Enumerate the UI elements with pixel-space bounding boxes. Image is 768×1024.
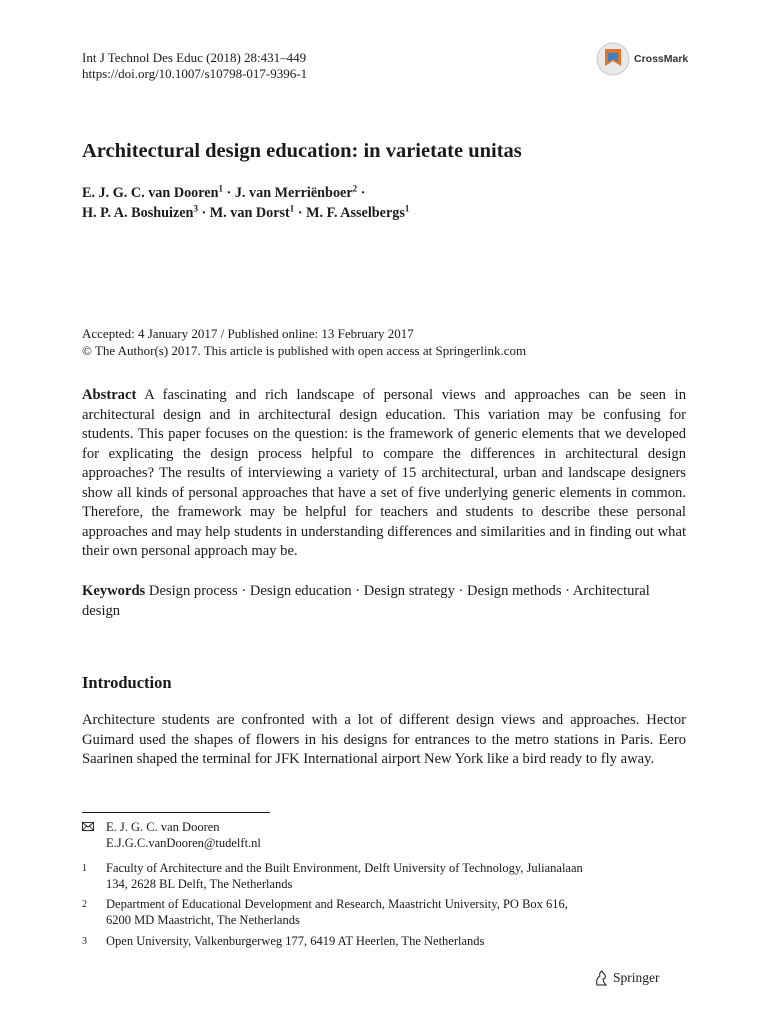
author-name: H. P. A. Boshuizen xyxy=(82,205,194,221)
author-affiliation-mark: 1 xyxy=(289,203,295,214)
affiliation-line: Department of Educational Development and Research, Maastricht University, PO Box 616, xyxy=(106,897,568,911)
contact-email[interactable]: E.J.G.C.vanDooren@tudelft.nl xyxy=(106,835,261,850)
keywords-text: Design process · Design education · Design strategy · Design methods · Architectural design xyxy=(82,583,650,619)
envelope-mark xyxy=(82,820,102,836)
affiliation-mark: 3 xyxy=(82,936,87,947)
author-name: E. J. G. C. van Dooren xyxy=(82,185,219,201)
copyright-line: © The Author(s) 2017. This article is published with open access at Springerlink.com xyxy=(82,342,527,358)
author-name: M. F. Asselbergs xyxy=(306,205,405,221)
keywords xyxy=(82,582,686,621)
author-affiliation-mark: 1 xyxy=(218,183,223,194)
crossmark-badge[interactable] xyxy=(596,42,688,76)
publication-dates xyxy=(82,326,526,359)
author-name: J. van Merriënboer xyxy=(234,185,353,201)
author-separator: · xyxy=(294,205,307,221)
author-name: M. van Dorst xyxy=(209,205,290,221)
affiliation-mark: 1 xyxy=(82,863,87,874)
introduction-text: Architecture students are confronted with a lot of different design views and approaches. Hector Guimard used the shapes of flowers in his designs for entrances to the metro stations in Paris. Eero Saarinen shaped the terminal for JFK International airport New York like a bird ready to fly away. xyxy=(82,712,686,767)
affiliation-footnote-3 xyxy=(82,934,686,950)
springer-horse-icon xyxy=(594,970,608,986)
affiliation-line: 134, 2628 BL Delft, The Netherlands xyxy=(106,876,293,891)
affiliation-mark: 2 xyxy=(82,899,87,910)
accepted-published-line: Accepted: 4 January 2017 / Published online: 13 February 2017 xyxy=(82,326,414,341)
crossmark-label: CrossMark xyxy=(634,53,689,65)
affiliation-footnote-2 xyxy=(82,897,686,929)
crossmark-icon xyxy=(596,42,630,76)
author-separator: · xyxy=(223,185,235,201)
author-separator: · xyxy=(197,205,210,221)
journal-header xyxy=(82,50,307,82)
author-affiliation-mark: 2 xyxy=(352,183,358,194)
footnote-divider xyxy=(82,812,270,813)
article-title: Architectural design education: in varietate unitas xyxy=(82,140,522,162)
author-list xyxy=(82,183,409,223)
affiliation-line: Faculty of Architecture and the Built Environment, Delft University of Technology, Julianalaan xyxy=(106,861,583,875)
author-separator: · xyxy=(357,185,366,201)
abstract-text: A fascinating and rich landscape of personal views and approaches can be seen in architectural design and in architectural design education. This variation may be confusing for students. This paper focuses on the question: is the framework of generic elements that we developed for explicating the design process helpful to compare the differences in architectural design approaches? The results of interviewing a variety of 15 architectural, urban and landscape designers show all kinds of personal approaches that have a set of five underlying generic elements in common. Therefore, the framework may be helpful for teachers and students to describe these personal approaches and may help students in understanding differences and similarities and in finding out what their own personal approach may be. xyxy=(82,387,686,559)
affiliation-footnote-1 xyxy=(82,861,686,893)
contact-footnote xyxy=(82,820,686,852)
springer-logo xyxy=(594,970,660,986)
doi-link[interactable]: https://doi.org/10.1007/s10798-017-9396-1 xyxy=(82,66,308,81)
author-affiliation-mark: 3 xyxy=(193,203,198,214)
author-affiliation-mark: 1 xyxy=(404,203,410,214)
author-line-2 xyxy=(82,203,409,223)
affiliation-line: Open University, Valkenburgerweg 177, 6419 AT Heerlen, The Netherlands xyxy=(106,934,485,948)
journal-citation: Int J Technol Des Educ (2018) 28:431–449 xyxy=(82,50,307,65)
introduction-heading: Introduction xyxy=(82,673,172,692)
abstract-label: Abstract xyxy=(82,387,137,403)
springer-name: Springer xyxy=(613,970,660,985)
keywords-label: Keywords xyxy=(82,583,146,599)
affiliation-line: 6200 MD Maastricht, The Netherlands xyxy=(106,912,300,927)
abstract xyxy=(82,386,686,562)
author-line-1 xyxy=(82,183,409,203)
envelope-icon xyxy=(82,822,94,831)
contact-name: E. J. G. C. van Dooren xyxy=(106,820,220,834)
